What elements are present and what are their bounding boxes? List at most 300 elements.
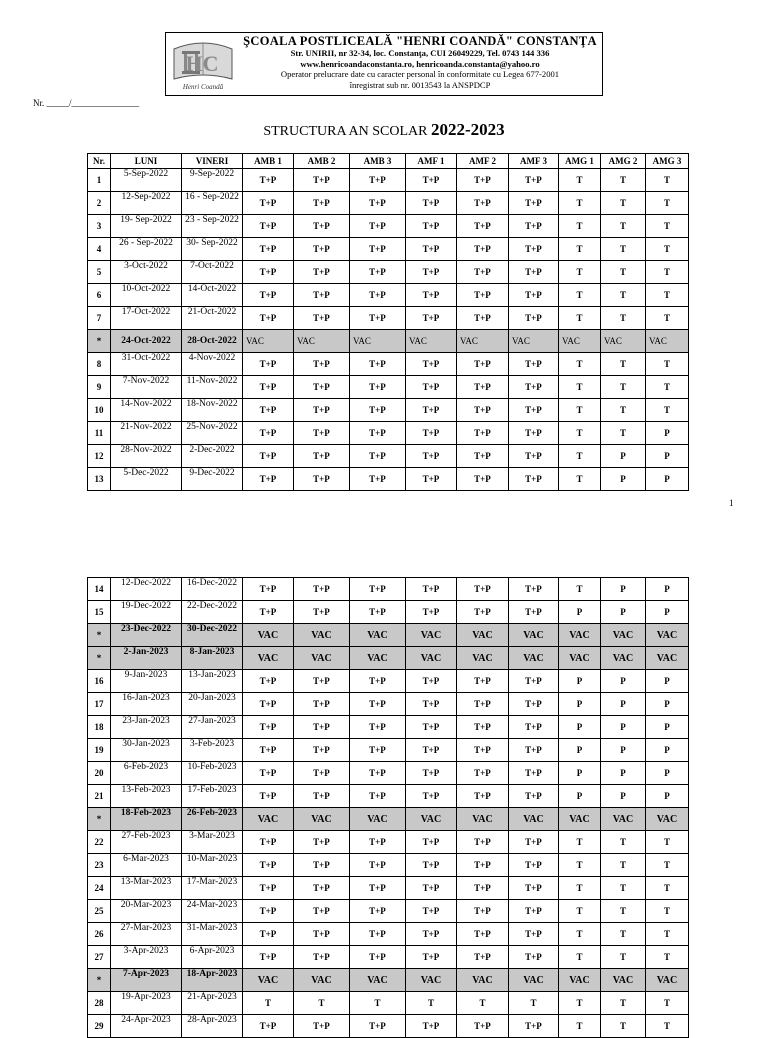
schedule-cell: T+P — [243, 422, 294, 445]
schedule-cell: T+P — [509, 762, 559, 785]
schedule-cell: T — [646, 261, 689, 284]
schedule-cell: T+P — [350, 307, 406, 330]
schedule-cell: T — [601, 353, 646, 376]
friday-date: 18-Apr-2023 — [182, 969, 243, 992]
friday-date: 20-Jan-2023 — [182, 693, 243, 716]
schedule-cell: T+P — [294, 900, 350, 923]
week-number: 3 — [88, 215, 111, 238]
schedule-cell: VAC — [243, 624, 294, 647]
schedule-cell: T+P — [294, 261, 350, 284]
schedule-cell: T — [559, 353, 601, 376]
schedule-cell: P — [646, 578, 689, 601]
schedule-cell: VAC — [559, 330, 601, 353]
week-row — [88, 877, 689, 900]
schedule-cell: T+P — [294, 854, 350, 877]
schedule-cell: T+P — [457, 854, 509, 877]
schedule-cell: VAC — [509, 969, 559, 992]
schedule-cell: T+P — [406, 445, 457, 468]
week-row — [88, 238, 689, 261]
friday-date: 18-Nov-2022 — [182, 399, 243, 422]
schedule-cell: T+P — [243, 169, 294, 192]
schedule-cell: T+P — [294, 468, 350, 491]
week-row — [88, 716, 689, 739]
schedule-cell: T+P — [350, 284, 406, 307]
week-number: 20 — [88, 762, 111, 785]
schedule-cell: T+P — [509, 946, 559, 969]
schedule-cell: T+P — [509, 169, 559, 192]
schedule-cell: T+P — [457, 307, 509, 330]
schedule-cell: VAC — [406, 624, 457, 647]
schedule-cell: VAC — [350, 330, 406, 353]
schedule-cell: T+P — [509, 785, 559, 808]
schedule-cell: T+P — [406, 376, 457, 399]
schedule-cell: T+P — [350, 353, 406, 376]
schedule-cell: P — [559, 601, 601, 624]
schedule-cell: T — [350, 992, 406, 1015]
schedule-cell: P — [646, 785, 689, 808]
schedule-cell: T+P — [509, 261, 559, 284]
schedule-cell: T+P — [509, 1015, 559, 1038]
schedule-cell: T+P — [509, 578, 559, 601]
week-number: 10 — [88, 399, 111, 422]
schedule-cell: T+P — [457, 399, 509, 422]
schedule-cell: P — [646, 716, 689, 739]
schedule-cell: VAC — [646, 808, 689, 831]
schedule-cell: T+P — [243, 923, 294, 946]
schedule-cell: T+P — [457, 762, 509, 785]
schedule-cell: T — [601, 238, 646, 261]
schedule-cell: VAC — [243, 330, 294, 353]
schedule-cell: T — [601, 1015, 646, 1038]
schedule-cell: T+P — [406, 353, 457, 376]
schedule-cell: T+P — [457, 877, 509, 900]
schedule-cell: P — [559, 762, 601, 785]
schedule-cell: T+P — [457, 900, 509, 923]
schedule-cell: VAC — [294, 647, 350, 670]
week-row — [88, 992, 689, 1015]
column-header: AMF 1 — [406, 154, 457, 169]
monday-date: 7-Apr-2023 — [111, 969, 182, 992]
schedule-cell: T+P — [294, 284, 350, 307]
column-header: LUNI — [111, 154, 182, 169]
schedule-cell: T+P — [350, 785, 406, 808]
schedule-cell: VAC — [601, 647, 646, 670]
schedule-cell: T+P — [294, 923, 350, 946]
schedule-cell: T+P — [406, 192, 457, 215]
column-header: AMG 3 — [646, 154, 689, 169]
schedule-cell: T+P — [509, 353, 559, 376]
week-row — [88, 785, 689, 808]
monday-date: 3-Oct-2022 — [111, 261, 182, 284]
schedule-cell: T+P — [294, 693, 350, 716]
logo-letters: HC — [185, 51, 219, 76]
schedule-cell: T+P — [350, 422, 406, 445]
schedule-cell: VAC — [601, 624, 646, 647]
schedule-cell: T+P — [457, 601, 509, 624]
schedule-cell: VAC — [294, 808, 350, 831]
schedule-cell: T+P — [243, 261, 294, 284]
schedule-cell: P — [646, 468, 689, 491]
schedule-cell: T+P — [243, 238, 294, 261]
schedule-cell: VAC — [559, 624, 601, 647]
monday-date: 6-Mar-2023 — [111, 854, 182, 877]
column-header: AMB 1 — [243, 154, 294, 169]
schedule-cell: T+P — [509, 900, 559, 923]
schedule-cell: P — [601, 693, 646, 716]
week-number: 4 — [88, 238, 111, 261]
schedule-cell: T+P — [406, 739, 457, 762]
schedule-cell: T+P — [350, 693, 406, 716]
schedule-cell: P — [646, 739, 689, 762]
registration-number-line: Nr. _____/_______________ — [33, 98, 140, 108]
friday-date: 3-Feb-2023 — [182, 739, 243, 762]
week-row — [88, 739, 689, 762]
schedule-cell: T+P — [243, 785, 294, 808]
schedule-cell: T+P — [294, 399, 350, 422]
schedule-cell: VAC — [294, 330, 350, 353]
schedule-cell: T+P — [294, 670, 350, 693]
schedule-cell: T+P — [350, 762, 406, 785]
schedule-cell: T+P — [243, 376, 294, 399]
schedule-table-part-1 — [87, 153, 689, 491]
schedule-cell: T+P — [509, 238, 559, 261]
monday-date: 18-Feb-2023 — [111, 808, 182, 831]
schedule-cell: T+P — [457, 946, 509, 969]
schedule-cell: VAC — [243, 969, 294, 992]
schedule-cell: T — [457, 992, 509, 1015]
schedule-cell: T+P — [294, 376, 350, 399]
schedule-cell: T+P — [509, 693, 559, 716]
schedule-cell: T — [559, 900, 601, 923]
week-number: 1 — [88, 169, 111, 192]
week-row — [88, 307, 689, 330]
schedule-cell: P — [601, 468, 646, 491]
schedule-cell: T+P — [294, 192, 350, 215]
schedule-cell: T — [601, 422, 646, 445]
friday-date: 14-Oct-2022 — [182, 284, 243, 307]
schedule-cell: T+P — [243, 739, 294, 762]
friday-date: 30- Sep-2022 — [182, 238, 243, 261]
schedule-cell: T — [601, 854, 646, 877]
week-number: 27 — [88, 946, 111, 969]
schedule-cell: T+P — [243, 307, 294, 330]
schedule-cell: T — [601, 284, 646, 307]
schedule-cell: VAC — [457, 330, 509, 353]
schedule-cell: T+P — [243, 468, 294, 491]
schedule-cell: P — [559, 693, 601, 716]
schedule-cell: T — [601, 900, 646, 923]
monday-date: 23-Dec-2022 — [111, 624, 182, 647]
schedule-cell: T+P — [294, 307, 350, 330]
monday-date: 23-Jan-2023 — [111, 716, 182, 739]
schedule-cell: T+P — [294, 215, 350, 238]
schedule-cell: T+P — [509, 422, 559, 445]
schedule-cell: VAC — [350, 647, 406, 670]
schedule-cell: VAC — [559, 808, 601, 831]
week-row — [88, 215, 689, 238]
page-number: 1 — [729, 498, 734, 508]
monday-date: 17-Oct-2022 — [111, 307, 182, 330]
schedule-cell: T — [646, 900, 689, 923]
week-number: 25 — [88, 900, 111, 923]
schedule-cell: T+P — [457, 353, 509, 376]
schedule-cell: VAC — [646, 330, 689, 353]
schedule-cell: T+P — [294, 785, 350, 808]
schedule-cell: T+P — [350, 601, 406, 624]
week-row — [88, 693, 689, 716]
week-number: 29 — [88, 1015, 111, 1038]
friday-date: 4-Nov-2022 — [182, 353, 243, 376]
monday-date: 5-Dec-2022 — [111, 468, 182, 491]
monday-date: 24-Oct-2022 — [111, 330, 182, 353]
schedule-cell: VAC — [559, 969, 601, 992]
monday-date: 5-Sep-2022 — [111, 169, 182, 192]
week-number: 9 — [88, 376, 111, 399]
school-address: Str. UNIRII, nr 32-34, loc. Constanţa, CUI 26049229, Tel. 0743 144 336 — [290, 48, 550, 58]
schedule-cell: T+P — [509, 716, 559, 739]
schedule-cell: T+P — [243, 578, 294, 601]
schedule-cell: T+P — [243, 716, 294, 739]
friday-date: 21-Oct-2022 — [182, 307, 243, 330]
schedule-cell: T+P — [509, 445, 559, 468]
week-number: * — [88, 969, 111, 992]
friday-date: 16 - Sep-2022 — [182, 192, 243, 215]
friday-date: 31-Mar-2023 — [182, 923, 243, 946]
schedule-cell: T+P — [406, 399, 457, 422]
week-row — [88, 468, 689, 491]
schedule-cell: T — [646, 854, 689, 877]
schedule-cell: T+P — [406, 422, 457, 445]
monday-date: 19-Apr-2023 — [111, 992, 182, 1015]
friday-date: 9-Dec-2022 — [182, 468, 243, 491]
friday-date: 10-Mar-2023 — [182, 854, 243, 877]
schedule-cell: T+P — [294, 716, 350, 739]
schedule-cell: T+P — [406, 923, 457, 946]
schedule-cell: P — [646, 601, 689, 624]
schedule-cell: VAC — [457, 647, 509, 670]
schedule-cell: T — [601, 169, 646, 192]
week-row — [88, 762, 689, 785]
schedule-cell: T+P — [406, 946, 457, 969]
schedule-cell: P — [559, 739, 601, 762]
schedule-cell: T+P — [350, 739, 406, 762]
schedule-cell: P — [601, 445, 646, 468]
schedule-cell: VAC — [646, 647, 689, 670]
week-row — [88, 376, 689, 399]
schedule-cell: T — [646, 353, 689, 376]
monday-date: 12-Dec-2022 — [111, 578, 182, 601]
schedule-cell: VAC — [457, 969, 509, 992]
monday-date: 21-Nov-2022 — [111, 422, 182, 445]
column-header: AMF 2 — [457, 154, 509, 169]
schedule-cell: P — [646, 693, 689, 716]
schedule-cell: T+P — [457, 578, 509, 601]
schedule-cell: T+P — [350, 831, 406, 854]
letterhead-text — [238, 35, 602, 90]
schedule-cell: T+P — [294, 946, 350, 969]
schedule-cell: T+P — [294, 831, 350, 854]
schedule-cell: T+P — [294, 877, 350, 900]
schedule-cell: T+P — [350, 215, 406, 238]
schedule-cell: T — [646, 376, 689, 399]
week-row — [88, 399, 689, 422]
column-header: AMG 2 — [601, 154, 646, 169]
schedule-cell: T — [243, 992, 294, 1015]
friday-date: 22-Dec-2022 — [182, 601, 243, 624]
week-number: 5 — [88, 261, 111, 284]
schedule-cell: T — [559, 468, 601, 491]
schedule-cell: T+P — [457, 261, 509, 284]
week-number: 28 — [88, 992, 111, 1015]
week-number: 21 — [88, 785, 111, 808]
schedule-cell: VAC — [294, 969, 350, 992]
schedule-cell: T — [559, 261, 601, 284]
week-number: 24 — [88, 877, 111, 900]
friday-date: 8-Jan-2023 — [182, 647, 243, 670]
week-number: * — [88, 624, 111, 647]
schedule-cell: T+P — [350, 877, 406, 900]
column-header: Nr. — [88, 154, 111, 169]
schedule-cell: VAC — [509, 647, 559, 670]
schedule-cell: T+P — [350, 445, 406, 468]
monday-date: 13-Feb-2023 — [111, 785, 182, 808]
schedule-cell: T+P — [350, 923, 406, 946]
schedule-cell: P — [601, 785, 646, 808]
friday-date: 28-Oct-2022 — [182, 330, 243, 353]
schedule-cell: T+P — [406, 284, 457, 307]
schedule-cell: VAC — [559, 647, 601, 670]
week-row — [88, 261, 689, 284]
week-row — [88, 284, 689, 307]
schedule-cell: VAC — [457, 624, 509, 647]
vacation-row — [88, 624, 689, 647]
schedule-cell: T — [646, 923, 689, 946]
friday-date: 7-Oct-2022 — [182, 261, 243, 284]
schedule-cell: T+P — [406, 261, 457, 284]
school-logo — [170, 35, 236, 93]
monday-date: 6-Feb-2023 — [111, 762, 182, 785]
friday-date: 26-Feb-2023 — [182, 808, 243, 831]
schedule-cell: T — [601, 399, 646, 422]
schedule-cell: T — [646, 169, 689, 192]
schedule-cell: T+P — [294, 578, 350, 601]
schedule-cell: T+P — [457, 716, 509, 739]
school-name: ŞCOALA POSTLICEALĂ "HENRI COANDĂ" CONSTANŢA — [243, 34, 597, 48]
monday-date: 14-Nov-2022 — [111, 399, 182, 422]
schedule-cell: T+P — [243, 445, 294, 468]
schedule-cell: T — [559, 578, 601, 601]
schedule-cell: T+P — [509, 468, 559, 491]
schedule-cell: T — [601, 307, 646, 330]
schedule-cell: T — [559, 192, 601, 215]
schedule-cell: T — [646, 307, 689, 330]
week-number: 23 — [88, 854, 111, 877]
schedule-cell: T+P — [243, 854, 294, 877]
schedule-cell: P — [601, 670, 646, 693]
week-number: 19 — [88, 739, 111, 762]
schedule-cell: T — [646, 877, 689, 900]
monday-date: 12-Sep-2022 — [111, 192, 182, 215]
schedule-cell: T — [406, 992, 457, 1015]
schedule-cell: T — [559, 445, 601, 468]
schedule-cell: VAC — [406, 969, 457, 992]
schedule-cell: T+P — [294, 445, 350, 468]
schedule-cell: VAC — [243, 808, 294, 831]
schedule-cell: T — [559, 238, 601, 261]
schedule-cell: T+P — [294, 739, 350, 762]
week-number: 14 — [88, 578, 111, 601]
schedule-cell: P — [601, 762, 646, 785]
schedule-cell: T — [601, 215, 646, 238]
friday-date: 11-Nov-2022 — [182, 376, 243, 399]
schedule-cell: T+P — [509, 831, 559, 854]
schedule-cell: T+P — [509, 376, 559, 399]
schedule-cell: T+P — [457, 923, 509, 946]
schedule-cell: T — [646, 215, 689, 238]
schedule-cell: T — [646, 238, 689, 261]
schedule-cell: T+P — [294, 762, 350, 785]
friday-date: 17-Feb-2023 — [182, 785, 243, 808]
schedule-cell: T — [559, 923, 601, 946]
week-row — [88, 946, 689, 969]
friday-date: 25-Nov-2022 — [182, 422, 243, 445]
schedule-cell: T+P — [509, 877, 559, 900]
week-number: 7 — [88, 307, 111, 330]
week-row — [88, 900, 689, 923]
schedule-cell: T+P — [294, 601, 350, 624]
schedule-cell: T+P — [243, 831, 294, 854]
week-row — [88, 192, 689, 215]
schedule-cell: VAC — [406, 808, 457, 831]
vacation-row — [88, 969, 689, 992]
monday-date: 16-Jan-2023 — [111, 693, 182, 716]
schedule-cell: T+P — [243, 353, 294, 376]
schedule-cell: VAC — [646, 624, 689, 647]
schedule-cell: T — [646, 1015, 689, 1038]
schedule-cell: T+P — [406, 1015, 457, 1038]
page-title — [0, 120, 768, 140]
week-number: 22 — [88, 831, 111, 854]
schedule-cell: T — [559, 376, 601, 399]
schedule-cell: T+P — [406, 716, 457, 739]
monday-date: 19- Sep-2022 — [111, 215, 182, 238]
schedule-cell: T+P — [457, 422, 509, 445]
friday-date: 17-Mar-2023 — [182, 877, 243, 900]
monday-date: 30-Jan-2023 — [111, 739, 182, 762]
schedule-cell: T — [559, 877, 601, 900]
schedule-cell: T+P — [457, 693, 509, 716]
friday-date: 21-Apr-2023 — [182, 992, 243, 1015]
schedule-cell: T+P — [406, 762, 457, 785]
schedule-cell: T+P — [457, 215, 509, 238]
friday-date: 27-Jan-2023 — [182, 716, 243, 739]
schedule-cell: P — [601, 578, 646, 601]
vacation-row — [88, 808, 689, 831]
schedule-cell: T+P — [457, 192, 509, 215]
schedule-cell: T+P — [350, 399, 406, 422]
schedule-cell: T+P — [457, 445, 509, 468]
friday-date: 2-Dec-2022 — [182, 445, 243, 468]
schedule-cell: T+P — [509, 670, 559, 693]
week-row — [88, 422, 689, 445]
schedule-cell: T+P — [406, 169, 457, 192]
monday-date: 13-Mar-2023 — [111, 877, 182, 900]
monday-date: 3-Apr-2023 — [111, 946, 182, 969]
week-number: 26 — [88, 923, 111, 946]
friday-date: 30-Dec-2022 — [182, 624, 243, 647]
week-row — [88, 601, 689, 624]
schedule-cell: T — [646, 192, 689, 215]
